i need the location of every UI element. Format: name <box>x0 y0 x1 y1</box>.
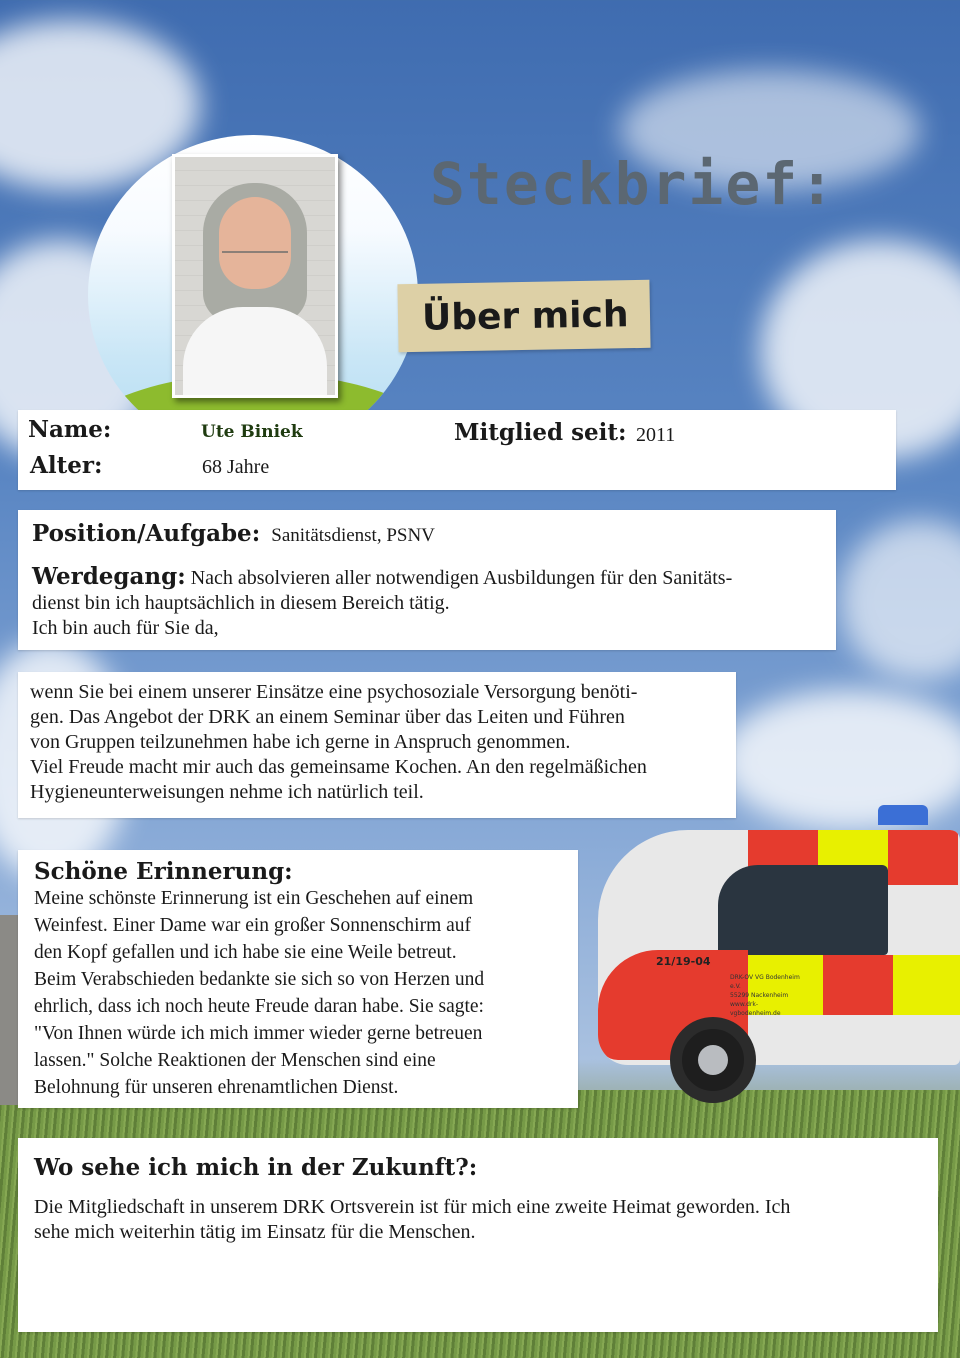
memory-line: "Von Ihnen würde ich mich immer wieder gerne betreuen <box>34 1023 483 1044</box>
continuation-card <box>18 672 736 818</box>
info-card <box>18 410 896 490</box>
memory-card <box>18 850 578 1108</box>
van-check-red <box>823 955 893 1015</box>
tape-label-text: Über mich <box>421 294 629 339</box>
glasses-icon <box>222 233 288 253</box>
career-text-1: Nach absolvieren aller notwendigen Ausbildungen für den Sanitäts- <box>190 567 733 589</box>
memory-line: ehrlich, dass ich noch heute Freude daran habe. Sie sagte: <box>34 996 484 1017</box>
van-body <box>598 830 960 1065</box>
white-shirt <box>183 307 327 398</box>
position-label: Position/Aufgabe: <box>32 520 261 547</box>
van-check-red <box>888 830 958 885</box>
cloud <box>840 520 960 680</box>
portrait-photo <box>172 154 338 398</box>
future-line: Die Mitgliedschaft in unserem DRK Ortsverein ist für mich eine zweite Heimat geworden. Ich <box>34 1196 791 1218</box>
member-value: 2011 <box>636 424 676 446</box>
member-label: Mitglied seit: <box>454 419 627 446</box>
memory-line: Meine schönste Erinnerung ist ein Geschehen auf einem <box>34 888 474 909</box>
memory-line: Belohnung für unseren ehrenamtlichen Dienst. <box>34 1077 399 1098</box>
continuation-line: Viel Freude macht mir auch das gemeinsame Kochen. An den regelmäßichen <box>30 756 647 778</box>
memory-line: Beim Verabschieden bedankte sie sich so von Herzen und <box>34 969 485 990</box>
van-address <box>730 973 800 1018</box>
continuation-text <box>30 680 647 805</box>
wheel <box>670 1017 756 1103</box>
stone-wall <box>0 915 18 1105</box>
future-text <box>34 1195 790 1245</box>
memory-line: Weinfest. Einer Dame war ein großer Sonnenschirm auf <box>34 915 472 936</box>
memory-text <box>34 885 484 1101</box>
career-line: Ich bin auch für Sie da, <box>32 617 219 639</box>
career-text <box>32 564 832 641</box>
age-label: Alter: <box>30 452 103 479</box>
ambulance-van <box>578 805 960 1105</box>
future-heading: Wo sehe ich mich in der Zukunft?: <box>34 1154 478 1181</box>
page-title: Steckbrief: <box>430 150 837 218</box>
position-value: Sanitätsdienst, PSNV <box>271 525 435 546</box>
name-value: Ute Biniek <box>201 422 303 442</box>
van-address-line: 55299 Nackenheim <box>730 992 789 999</box>
position-card <box>18 510 836 650</box>
career-line: dienst bin ich hauptsächlich in diesem Bereich tätig. <box>32 592 450 614</box>
van-number: 21/19-04 <box>656 955 711 968</box>
future-content <box>34 1154 790 1245</box>
career-line <box>32 564 832 591</box>
blue-light <box>878 805 928 825</box>
memory-line: lassen." Solche Reaktionen der Menschen sind eine <box>34 1050 436 1071</box>
tape-label <box>397 280 650 352</box>
memory-line: den Kopf gefallen und ich habe sie eine Weile betreut. <box>34 942 457 963</box>
age-value: 68 Jahre <box>202 456 270 478</box>
continuation-line: von Gruppen teilzunehmen habe ich gerne in Anspruch genommen. <box>30 731 571 753</box>
memory-heading: Schöne Erinnerung: <box>34 858 293 885</box>
future-card <box>18 1138 938 1332</box>
continuation-line: gen. Das Angebot der DRK an einem Seminar über das Leiten und Führen <box>30 706 625 728</box>
continuation-line: Hygieneunterweisungen nehme ich natürlich teil. <box>30 781 424 803</box>
van-window <box>718 865 888 955</box>
future-line: sehe mich weiterhin tätig im Einsatz für die Menschen. <box>34 1221 476 1243</box>
position-row <box>32 520 435 547</box>
career-label: Werdegang: <box>32 563 186 590</box>
continuation-line: wenn Sie bei einem unserer Einsätze eine psychosoziale Versorgung benöti- <box>30 681 638 703</box>
name-label: Name: <box>28 416 112 443</box>
van-address-line: DRK-OV VG Bodenheim e.V. <box>730 974 800 990</box>
memory-content <box>34 858 484 1101</box>
van-address-line: www.drk-vgbodenheim.de <box>730 1001 781 1017</box>
van-check-yellow <box>893 955 960 1015</box>
